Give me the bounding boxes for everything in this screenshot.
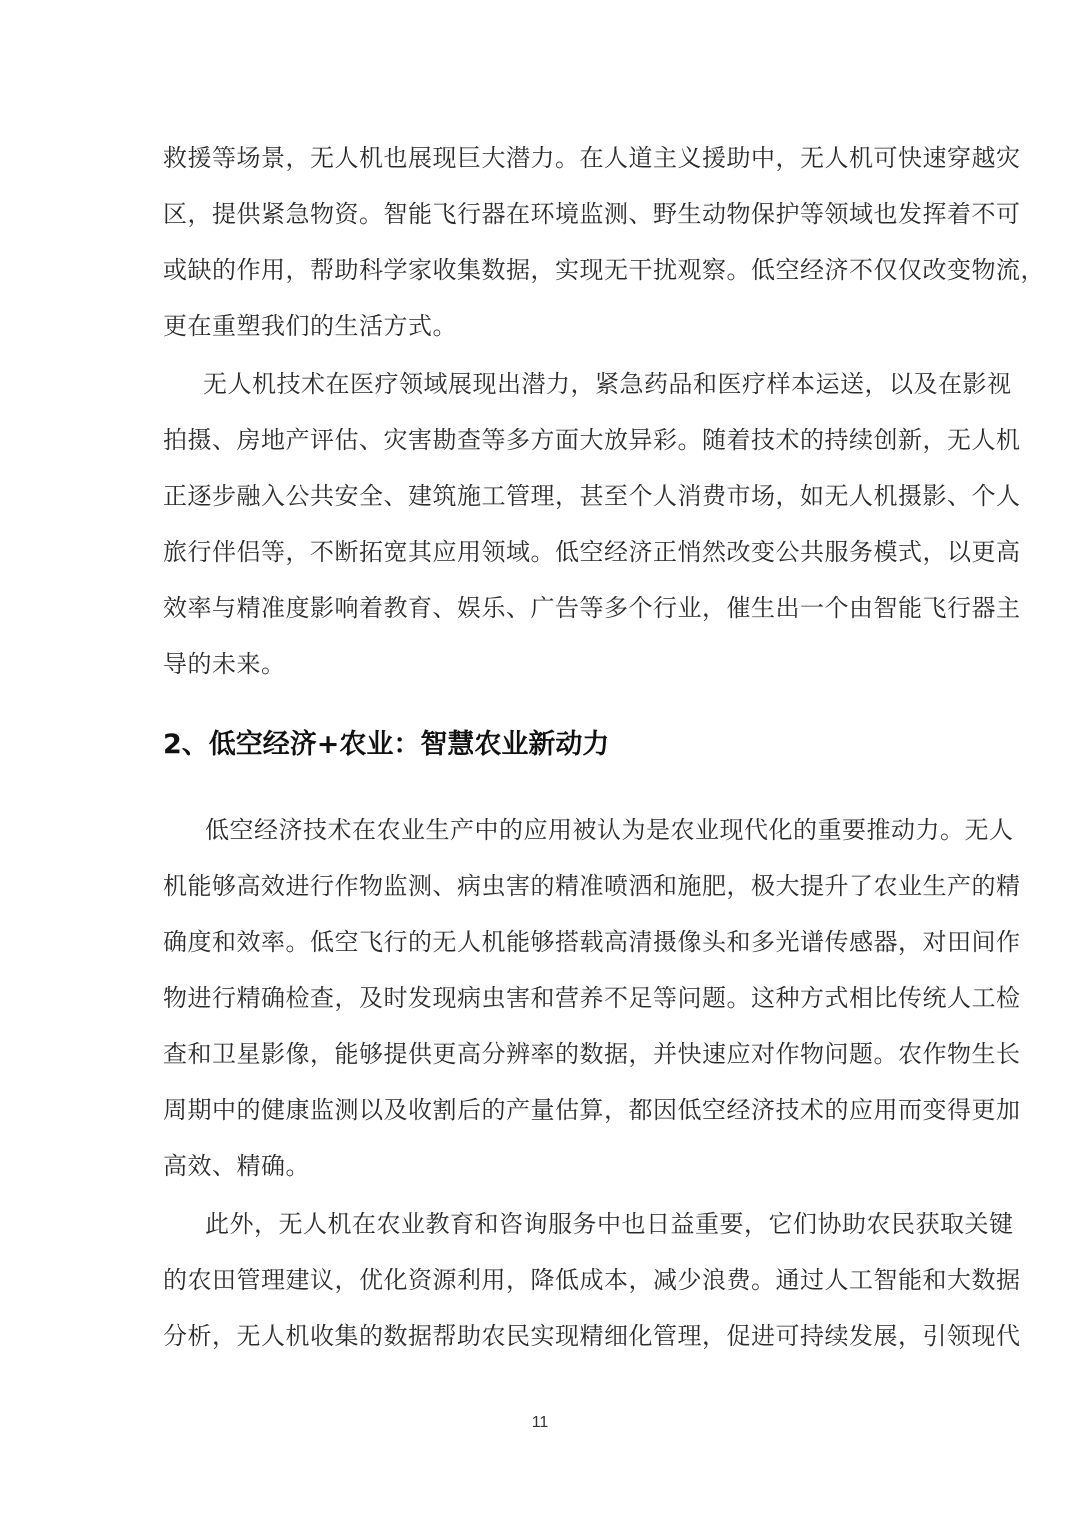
page-number: 11: [531, 1414, 549, 1431]
text-line: 分析，无人机收集的数据帮助农民实现精细化管理，促进可持续发展，引领现代: [163, 1322, 1021, 1350]
section-heading: 2、低空经济+农业：智慧农业新动力: [163, 729, 610, 760]
text-line: 旅行伴侣等，不断拓宽其应用领域。低空经济正悄然改变公共服务模式，以更高: [163, 538, 1021, 566]
text-line: 导的未来。: [163, 650, 286, 678]
body-paragraph-1: [163, 130, 1045, 354]
text-line: 更在重塑我们的生活方式。: [163, 312, 457, 340]
body-paragraph-4: [163, 1196, 1021, 1364]
text-line: 确度和效率。低空飞行的无人机能够搭载高清摄像头和多光谱传感器，对田间作: [163, 928, 1021, 956]
text-line: 拍摄、房地产评估、灾害勘查等多方面大放异彩。随着技术的持续创新，无人机: [163, 426, 1021, 454]
text-line: 或缺的作用，帮助科学家收集数据，实现无干扰观察。低空经济不仅仅改变物流，: [163, 256, 1045, 284]
text-line: 低空经济技术在农业生产中的应用被认为是农业现代化的重要推动力。无人: [205, 816, 1014, 844]
text-line: 效率与精准度影响着教育、娱乐、广告等多个行业，催生出一个由智能飞行器主: [163, 594, 1021, 622]
text-line: 救援等场景，无人机也展现巨大潜力。在人道主义援助中，无人机可快速穿越灾: [163, 144, 1021, 172]
text-line: 高效、精确。: [163, 1152, 310, 1180]
text-line: 周期中的健康监测以及收割后的产量估算，都因低空经济技术的应用而变得更加: [163, 1096, 1021, 1124]
text-line: 无人机技术在医疗领域展现出潜力，紧急药品和医疗样本运送，以及在影视: [203, 370, 1012, 398]
body-paragraph-3: [163, 802, 1021, 1194]
text-line: 查和卫星影像，能够提供更高分辨率的数据，并快速应对作物问题。农作物生长: [163, 1040, 1021, 1068]
text-line: 物进行精确检查，及时发现病虫害和营养不足等问题。这种方式相比传统人工检: [163, 984, 1021, 1012]
text-line: 的农田管理建议，优化资源利用，降低成本，减少浪费。通过人工智能和大数据: [163, 1266, 1021, 1294]
body-paragraph-2: [163, 356, 1021, 692]
text-line: 正逐步融入公共安全、建筑施工管理，甚至个人消费市场，如无人机摄影、个人: [163, 482, 1021, 510]
text-line: 机能够高效进行作物监测、病虫害的精准喷洒和施肥，极大提升了农业生产的精: [163, 872, 1021, 900]
text-line: 区，提供紧急物资。智能飞行器在环境监测、野生动物保护等领域也发挥着不可: [163, 200, 1021, 228]
text-line: 此外，无人机在农业教育和咨询服务中也日益重要，它们协助农民获取关键: [205, 1210, 1014, 1238]
